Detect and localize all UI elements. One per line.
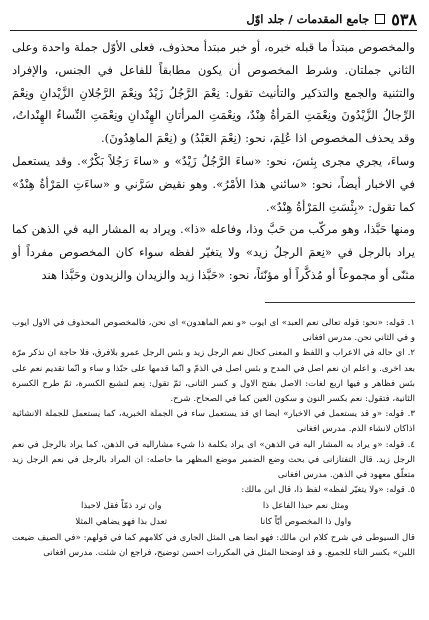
paragraph: والمخصوص مبتدأ ما قبله خبره، أو خبر مبتدأ محذوف، فعلى الأوّل جملة واحدة وعلى الثاني جملتان. وشرط المخصوص أن يكون مطابقاً للفاعل في الجنس، والإفراد والتثنية والجمع والتذكير والتأنيث تقول: نِعْمَ الرَّجُلُ زَيْدٌ ونِعْمَ الرَّجُلانِ الزَّيْدانِ ونِعْمَ الرِّجالُ الزَّيْدُونَ ونِعْمَتِ المَرأةُ هِنْدٌ، ونِعْمَتِ المرأتانِ الهِنْدانِ ونِعْمَتِ النِّساءُ الهِنْداتُ، وقد يحذف المخصوص اذا عُلِمَ، نحو: (نِعْمَ العَبْدُ) و (نِعْمَ الماهِدُونَ). [12,40,415,146]
running-header [10,8,417,31]
verse-hemistich: واول ذا المخصوص أيّاً كانا [260,516,352,527]
main-text [12,36,415,287]
footnote: ٢. اي حاله في الاعراب و اللفظ و المعنى كحال نعم الرجل زيد و بئس الرجل عمرو بلافرق، فلا حاجة ان نذكر مرّة بعد اخرى. و اعلم ان نعم اصل في المدح و بئس اصل في الذمّ و انّما قدمها على حبّذا و ساء و انّما تقديم نعم على بئس فظاهر و فيها اربع لغات: الاصل بفتح الاول و كسر الثانى، ثمّ تقول: نِعم لتشبع الكسرة، ثمّ طرح الكسرة الثانية، فتقول: نعم بكسر النون و سكون العين كما في الصحاح. شرح. [12,348,415,405]
footnote: ٣. قوله: «و قد يستعمل في الاخبار» ايضا اي قد يستعمل ساء في الجملة الخبرية، كما يستعمل للجملة الانشائية اذاكان لانشاء الذم. مدرس افغانى [12,409,415,435]
footnote: ٤. قوله: «و يراد به المشار اليه في الذهن» اى يراد بكلمة ذا شيء مشاراليه في الذهن، كما يراد بالرجل في نعم الرجل زيد. قال التفتازانى في بحث وضع الضمير موضع المظهر ما حاصله: ان المراد بالرجل في نعم الرجل زيد متعلّق معهود في الذهن. مدرس افغانى [12,439,415,481]
footnotes [12,316,415,561]
verse-hemistich: ومثل نعم حبذا الفاعل ذا [262,501,349,512]
poem-verses [12,498,415,530]
paragraph: ومنها حَبَّذا، وهو مركّب من حَبَّ وذا، وفاعله «ذا». ويراد به المشار اليه في الذهن كما يراد بالرجل في «نِعمَ الرجلُ زيد» ولا يتغيّر لفظه سواء كان المخصوص مفرداً أو مثنّى أو مجموعاً أو مُذكَّراً أو مؤنّثاً، نحو: «حَبَّذا زيد والزيدان والزيدون وحَبَّذا هند [12,222,415,282]
footnote: ٥. قوله: «ولا يتغيّر لفظه» لفظ ذا، قال ابن مالك: [241,485,415,496]
verse-hemistich: تعدل بذا فهو يضاهي المثلا [75,516,168,527]
footnote-divider [265,302,415,303]
book-title: جامع المقدمات / جلد اوّل [246,12,370,26]
header-right-group [246,10,417,29]
paragraph: وساءَ، يجري مجرى بِئسَ، نحو: «ساءَ الرَّجُلُ زَيْدٌ» و «ساءَ رَجُلاً بَكْرٌ». وقد يستعمل في الاخبار أيضاً، نحو: «سائني هذا الأمْرُ». وهو نقيض سَرَّني و «ساءَتِ المَرْأةُ هِنْدٌ» كما تقول: «بِئْسَتِ المَرْأةُ هِنْدٌ». [12,153,415,214]
verse-hemistich: وان ترد ذمّاً فقل لاحبذا [81,501,162,512]
footnote: ١. قوله: «نحو: قوله تعالى نعم العبد» اى ايوب «و نعم الماهدون» اى نحن، فالمخصوص المحذوف في الاول ايوب و في الثاني نحن. مدرس افغانى [12,318,415,344]
page-number: ٥٣٨ [391,9,417,29]
square-ornament-icon [375,14,385,24]
footnote-continuation: قال السيوطى في شرح كلام ابن مالك: فهو ابضا هى المثل الجارى في كلامهم كما في قولهم: «في الصيف ضيعت اللبن» بكسر التاء للجميع. و قد اوضحنا المثل في المكررات احسن توضيح، فراجع ان شئت. مدرس افغانى [12,532,415,559]
